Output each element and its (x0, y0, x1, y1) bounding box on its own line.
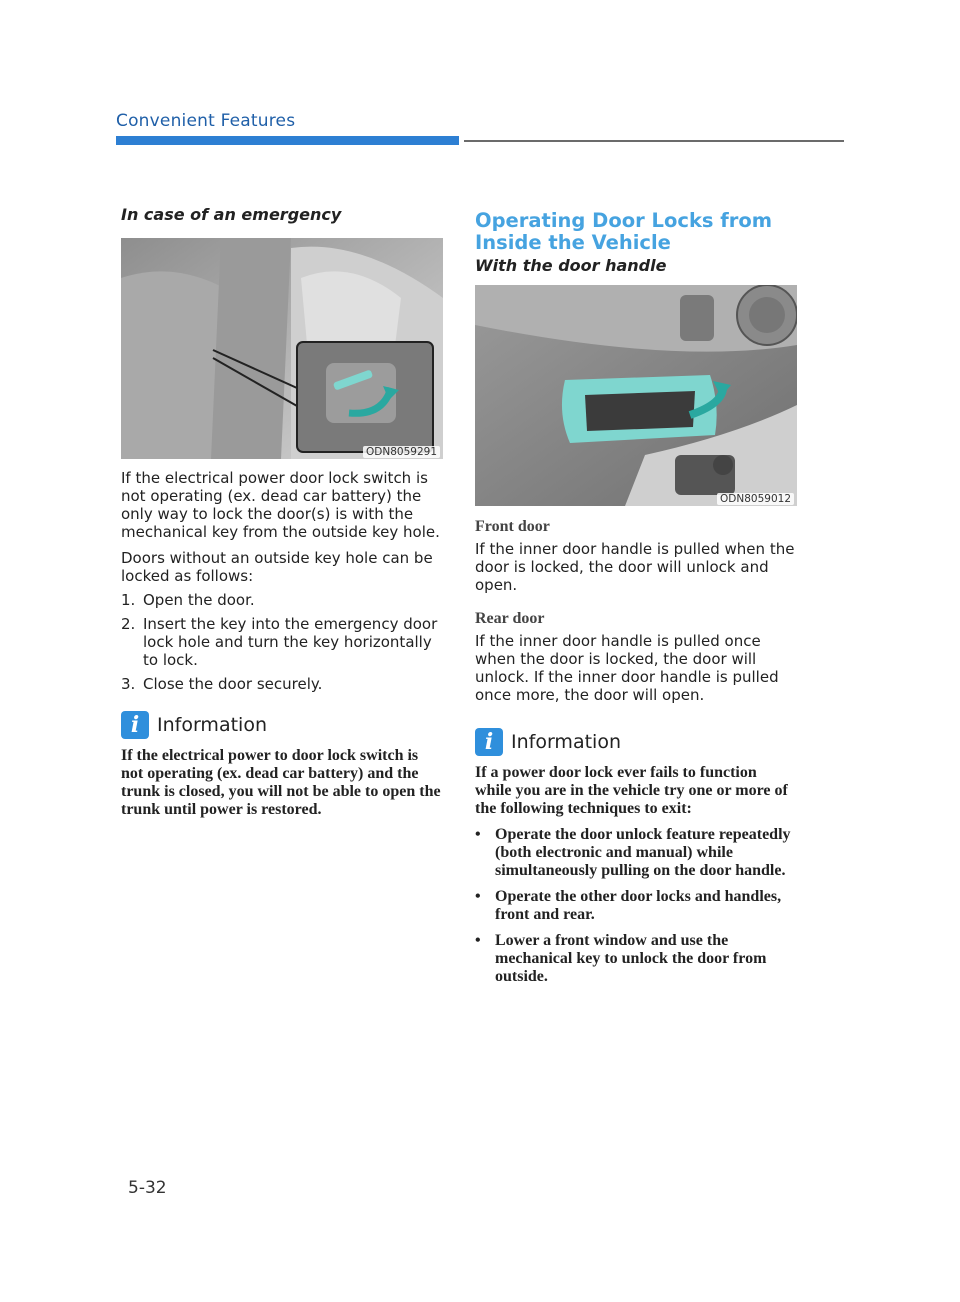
header-section-title: Convenient Features (116, 111, 296, 131)
list-item (121, 615, 443, 669)
information-body: If the electrical power to door lock switch is not operating (ex. dead car battery) and the trunk is closed, you will not be able to open the trunk until power is restored. (121, 747, 441, 818)
list-item (475, 932, 797, 986)
list-item (121, 675, 443, 693)
door-handle-subtitle: With the door handle (475, 256, 667, 275)
information-title: Information (511, 731, 621, 753)
list-item (121, 591, 443, 609)
rear-door-heading: Rear door (475, 610, 545, 627)
front-door-text: If the inner door handle is pulled when the door is locked, the door will unlock and open. (475, 540, 795, 594)
info-icon: i (121, 711, 149, 739)
emergency-subtitle: In case of an emergency (121, 205, 342, 224)
information-heading (121, 711, 443, 739)
door-handle-figure (475, 285, 797, 506)
list-item (475, 888, 797, 924)
car-door-illustration (121, 238, 443, 459)
left-column (121, 205, 443, 819)
section-title-line-1: Operating Door Locks from (475, 209, 773, 232)
emergency-paragraph-1: If the electrical power door lock switch is not operating (ex. dead car battery) the only way to lock the door(s) is with the mechanical key from the outside key hole. (121, 469, 440, 541)
step-text: Open the door. (143, 591, 255, 609)
step-number: 3. (121, 675, 136, 693)
emergency-paragraph-2: Doors without an outside key hole can be locked as follows: (121, 549, 433, 585)
rear-door-text: If the inner door handle is pulled once when the door is locked, the door will unlock. If the inner door handle is pulled once more, the door will open. (475, 632, 779, 704)
door-handle-illustration (475, 285, 797, 506)
step-number: 1. (121, 591, 136, 609)
figure-code: ODN8059291 (363, 446, 440, 458)
information-bullets (475, 826, 797, 986)
figure-code: ODN8059012 (717, 493, 794, 505)
bullet-text: Operate the door unlock feature repeatedly (both electronic and manual) while simultaneously pulling on the door handle. (495, 826, 791, 879)
information-body: If a power door lock ever fails to function while you are in the vehicle try one or more of the following techniques to exit: (475, 764, 788, 817)
bullet-text: Lower a front window and use the mechanical key to unlock the door from outside. (495, 932, 767, 985)
section-title-line-2: Inside the Vehicle (475, 231, 671, 254)
emergency-lock-figure (121, 238, 443, 459)
bullet-text: Operate the other door locks and handles, front and rear. (495, 888, 782, 923)
page-number: 5-32 (128, 1178, 167, 1198)
right-column (475, 210, 797, 994)
step-text: Insert the key into the emergency door lock hole and turn the key horizontally to lock. (143, 615, 438, 669)
emergency-steps-list (121, 591, 443, 693)
bullet-dot: • (475, 826, 481, 843)
list-item (475, 826, 797, 880)
information-heading (475, 728, 797, 756)
bullet-dot: • (475, 888, 481, 905)
step-text: Close the door securely. (143, 675, 323, 693)
header-bar-accent (116, 136, 459, 145)
header-bar-rule (464, 140, 844, 142)
step-number: 2. (121, 615, 136, 633)
front-door-heading: Front door (475, 518, 550, 535)
info-icon: i (475, 728, 503, 756)
bullet-dot: • (475, 932, 481, 949)
information-title: Information (157, 714, 267, 736)
